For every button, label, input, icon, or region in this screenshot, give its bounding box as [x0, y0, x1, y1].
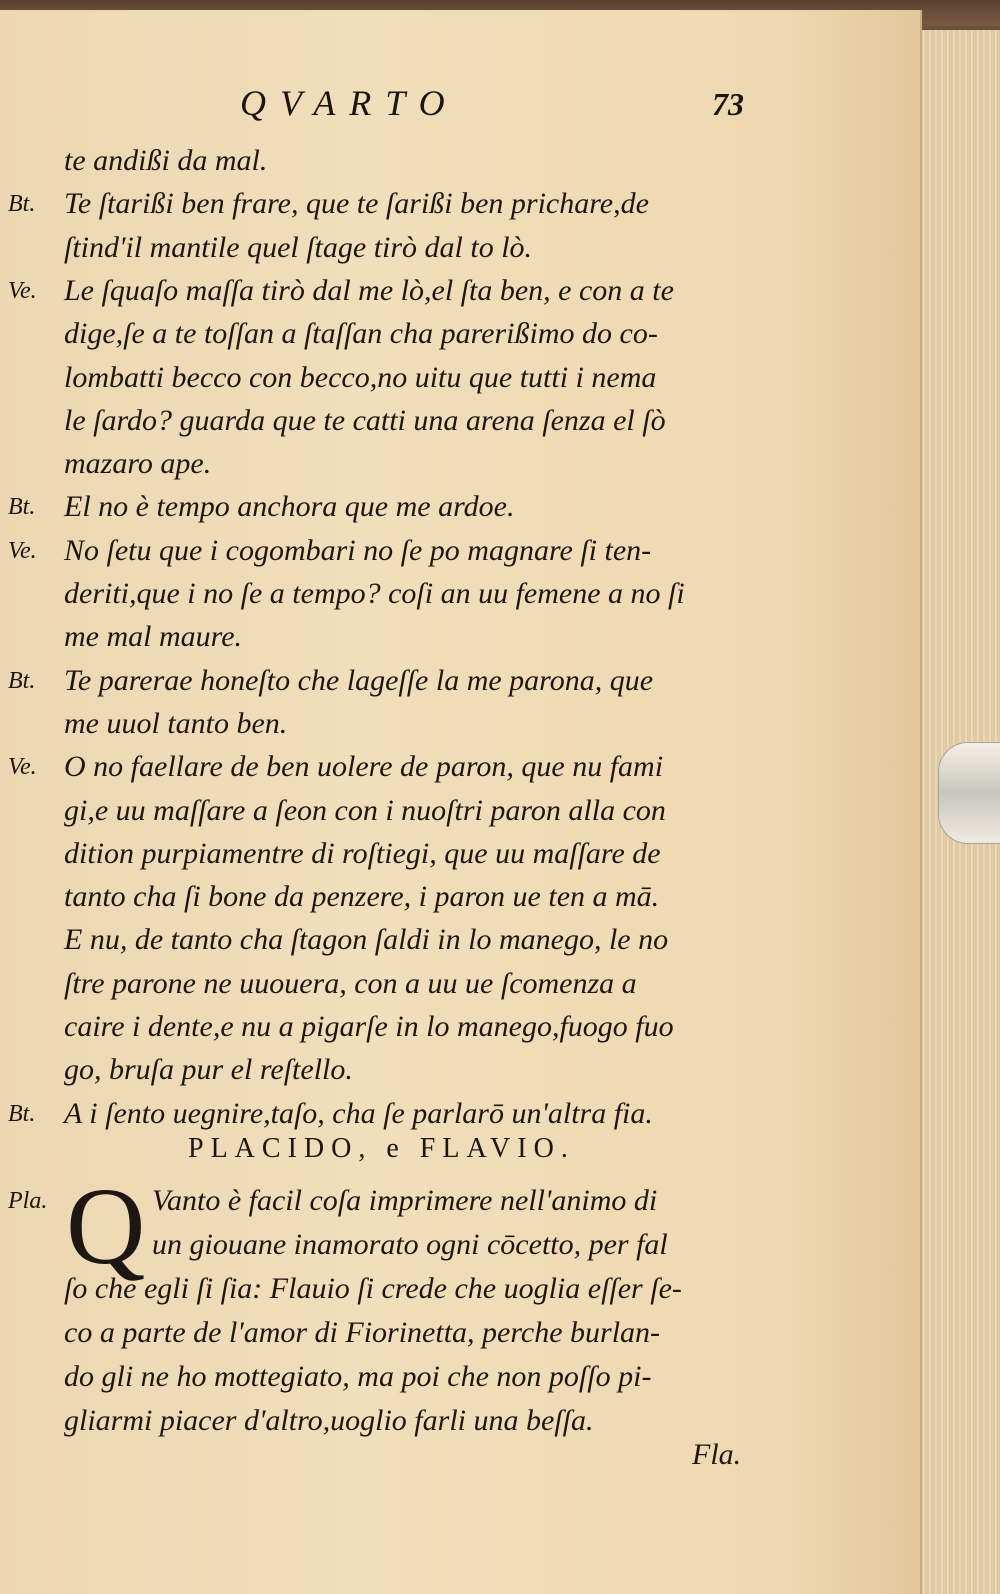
speaker-label: Bt. [8, 667, 36, 694]
text-line [0, 355, 900, 401]
text-line [0, 1047, 900, 1093]
speaker-label: Ve. [8, 754, 37, 781]
text-line [0, 311, 900, 357]
text-line [0, 484, 900, 530]
catchword: Fla. [692, 1438, 742, 1471]
book-page [0, 10, 922, 1594]
drop-capital: Q [66, 1165, 146, 1287]
line-text: do gli ne ho mottegiato, ma poi che non poſſo pi- [64, 1360, 652, 1393]
line-text: caire i dente,e nu a pigarſe in lo manego,fuogo fuo [64, 1010, 674, 1043]
line-text: Te ſtarißi ben frare, que te ſarißi ben prichare,de [64, 187, 649, 221]
line-text: me mal maure. [64, 620, 243, 654]
text-line [0, 398, 900, 444]
line-text: No ſetu que i cogombari no ſe po magnare ſi ten- [64, 533, 652, 567]
line-text: ſtind'il mantile quel ſtage tirò dal to lò. [64, 230, 533, 264]
text-line [0, 917, 900, 963]
running-head-title: QVARTO [240, 83, 459, 123]
text-line [0, 614, 900, 660]
line-text: tanto cha ſi bone da penzere, i paron ue ten a mā. [64, 880, 660, 914]
line-text: Te parerae honeſto che lageſſe la me parona, que [64, 663, 654, 697]
line-text: go, bruſa pur el reſtello. [64, 1053, 353, 1087]
line-text: Le ſquaſo maſſa tirò dal me lò,el ſta ben, e con a te [64, 273, 674, 307]
text-line [0, 658, 900, 704]
line-text: gi,e uu maſſare a ſeon con i nuoſtri paron alla con [64, 793, 666, 827]
text-line [0, 961, 900, 1007]
speaker-label: Pla. [8, 1188, 48, 1214]
running-head [0, 82, 920, 132]
scene-heading: PLACIDO, e FLAVIO. [188, 1133, 575, 1164]
text-line [0, 1004, 900, 1050]
text-line [0, 831, 900, 877]
line-text: dition purpiamentre di roſtiegi, que uu maſſare de [64, 836, 661, 870]
scene-text-line [0, 1310, 900, 1356]
text-line [0, 744, 900, 790]
line-text: deriti,que i no ſe a tempo? coſi an uu femene a no ſi [64, 577, 685, 610]
line-text: El no è tempo anchora que me ardoe. [64, 490, 515, 524]
page-clip [938, 742, 1000, 844]
line-text: un giouane inamorato ogni cōcetto, per fal [152, 1228, 668, 1261]
line-text: O no faellare de ben uolere de paron, que nu fami [64, 750, 664, 784]
line-text: co a parte de l'amor di Fiorinetta, perche burlan- [64, 1316, 661, 1349]
line-text: me uuol tanto ben. [64, 706, 288, 740]
scene-text-line [0, 1266, 900, 1312]
line-text: A i ſento uegnire,taſo, cha ſe parlarō un'altra fia. [64, 1096, 653, 1130]
text-line [0, 571, 900, 617]
line-text: Vanto è facil coſa imprimere nell'animo di [152, 1184, 658, 1217]
line-text: dige,ſe a te toſſan a ſtaſſan cha parerißimo do co- [64, 317, 658, 351]
text-line [0, 701, 900, 747]
speaker-label: Ve. [8, 537, 37, 564]
line-text: ſtre parone ne uuouera, con a uu ue ſcomenza a [64, 966, 637, 1000]
text-line [0, 788, 900, 834]
line-text: ſo che egli ſi ſia: Flauio ſi crede che uoglia eſſer ſe- [64, 1272, 682, 1305]
text-line [0, 441, 900, 487]
text-line [0, 225, 900, 271]
text-line [0, 181, 900, 227]
text-line [0, 268, 900, 314]
line-text: gliarmi piacer d'altro,uoglio farli una beſſa. [64, 1404, 594, 1437]
text-line [0, 874, 900, 920]
line-text: mazaro ape. [64, 447, 212, 481]
scene-text-line [0, 1398, 900, 1444]
text-line [0, 138, 900, 184]
line-text: lombatti becco con becco,no uitu que tutti i nema [64, 360, 657, 394]
scene-text-line [0, 1222, 900, 1268]
line-text: E nu, de tanto cha ſtagon ſaldi in lo manego, le no [64, 923, 669, 957]
speaker-label: Ve. [8, 277, 37, 304]
text-line [0, 528, 900, 574]
page-number: 73 [712, 86, 744, 122]
speaker-label: Bt. [8, 191, 36, 218]
line-text: le ſardo? guarda que te catti una arena ſenza el ſò [64, 403, 666, 437]
speaker-label: Bt. [8, 494, 36, 521]
speaker-label: Bt. [8, 1100, 36, 1127]
scene-text-line [0, 1178, 900, 1224]
line-text: te andißi da mal. [64, 144, 268, 177]
scene-text-line [0, 1354, 900, 1400]
